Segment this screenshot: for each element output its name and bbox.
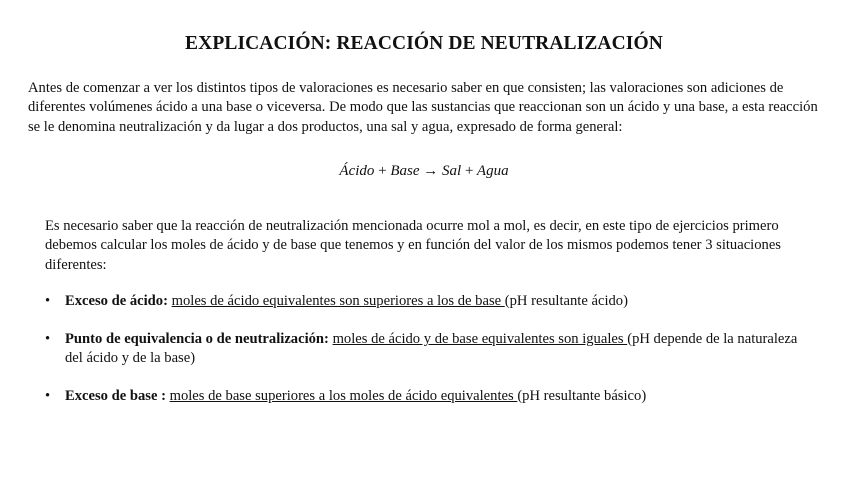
intro-paragraph: Antes de comenzar a ver los distintos tipos de valoraciones es necesario saber en que consisten; las valoraciones son adiciones de diferentes volúmenes ácido a una base o viceversa. De modo que las sustancias que reaccionan son un ácido y una base, a esta reacción se le denomina neutralización y da lugar a dos productos, una sal y agua, expresado de forma general:	[28, 80, 818, 135]
list-item-description: moles de base superiores a los moles de ácido equivalentes	[169, 388, 518, 404]
equation-product-water: Agua	[476, 163, 509, 179]
page-title: EXPLICACIÓN: REACCIÓN DE NEUTRALIZACIÓN	[185, 33, 663, 54]
list-item-term: Exceso de ácido:	[65, 293, 168, 309]
equation-product-salt: Sal	[442, 163, 462, 179]
list-item-note: (pH resultante básico)	[517, 388, 647, 404]
situations-paragraph: Es necesario saber que la reacción de neutralización mencionada ocurre mol a mol, es decir, en este tipo de ejercicios primero debemos calcular los moles de ácido y de base que tenemos y en función del valor de los mismos podemos tener 3 situaciones diferentes:	[45, 218, 781, 273]
equation-reactant-base: Base	[390, 163, 420, 179]
bullet-marker: •	[45, 331, 51, 347]
list-item-acid-excess	[45, 292, 815, 311]
equation-plus: +	[464, 163, 474, 179]
bullet-marker: •	[45, 388, 51, 404]
list-item-description: moles de ácido y de base equivalentes son iguales	[332, 331, 628, 347]
list-item-note: (pH depende de la naturaleza del ácido y de la base)	[65, 331, 798, 367]
list-item-description: moles de ácido equivalentes son superiores a los de base	[171, 293, 505, 309]
equation-plus: +	[378, 163, 387, 179]
list-item-equivalence-point	[45, 330, 815, 369]
neutralization-equation	[0, 163, 848, 180]
bullet-marker: •	[45, 293, 51, 309]
list-item-term: Punto de equivalencia o de neutralización:	[65, 331, 329, 347]
list-item-term: Exceso de base :	[65, 388, 166, 404]
equation-reactant-acid: Ácido	[339, 163, 375, 179]
list-item-note: (pH resultante ácido)	[504, 293, 628, 309]
list-item-base-excess	[45, 387, 815, 406]
equation-arrow: →	[423, 163, 439, 179]
